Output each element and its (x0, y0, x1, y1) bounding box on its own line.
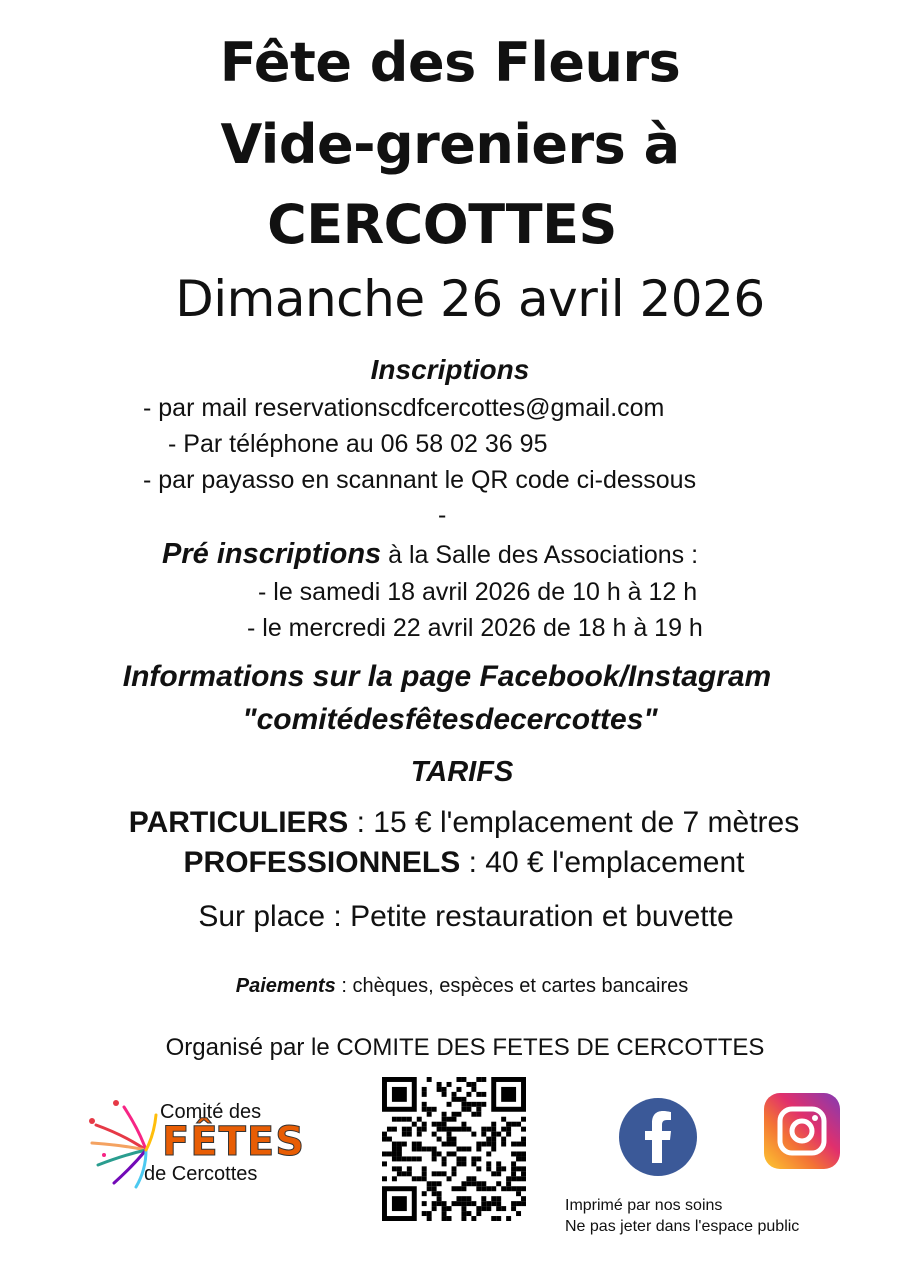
professionnels-value: : 40 € l'emplacement (460, 846, 745, 879)
inscription-phone: - Par téléphone au 06 58 02 36 95 (168, 430, 548, 458)
informations-line-1: Informations sur la page Facebook/Instagram (122, 660, 772, 693)
paiements-label: Paiements (235, 975, 336, 997)
sur-place: Sur place : Petite restauration et buvette (198, 900, 734, 933)
footer-printed: Imprimé par nos soins (565, 1197, 723, 1214)
tarifs-heading: TARIFS (410, 756, 514, 788)
pre-inscription-date-1: - le samedi 18 avril 2026 de 10 h à 12 h (258, 578, 698, 606)
inscriptions-heading: Inscriptions (370, 354, 530, 385)
logo-line-3: de Cercottes (144, 1163, 258, 1185)
logo-line-1: Comité des (160, 1101, 262, 1123)
pre-inscription-date-2: - le mercredi 22 avril 2026 de 18 h à 19 h (247, 614, 703, 642)
pre-inscriptions-location: à la Salle des Associations : (381, 541, 699, 569)
pre-inscriptions-heading: Pré inscriptions (162, 538, 382, 570)
paiements-value: : chèques, espèces et cartes bancaires (335, 975, 689, 997)
title-line-2: Vide-greniers à (220, 113, 680, 176)
particuliers-label: PARTICULIERS (128, 806, 349, 839)
pre-inscriptions-line (162, 540, 698, 569)
inscription-payasso: - par payasso en scannant le QR code ci-dessous (143, 466, 697, 494)
particuliers-value: : 15 € l'emplacement de 7 mètres (348, 806, 800, 839)
qr-code[interactable] (382, 1077, 526, 1221)
logo-fetes: FÊTES (162, 1119, 306, 1165)
title-line-3: CERCOTTES (267, 193, 617, 256)
informations-line-2: "comitédesfêtesdecercottes" (242, 703, 658, 736)
inscription-mail: - par mail reservationscdfcercottes@gmail.com (143, 394, 665, 422)
organise-par: Organisé par le COMITE DES FETES DE CERCOTTES (165, 1034, 765, 1061)
inscription-blank: - (438, 501, 447, 529)
tarif-professionnels (14, 848, 900, 878)
tarif-particuliers (14, 808, 900, 838)
footer-no-litter: Ne pas jeter dans l'espace public (565, 1218, 800, 1235)
event-date: Dimanche 26 avril 2026 (175, 270, 765, 328)
professionnels-label: PROFESSIONNELS (183, 846, 461, 879)
title-line-1: Fête des Fleurs (219, 31, 681, 94)
comite-logo (84, 1095, 309, 1190)
facebook-icon[interactable] (618, 1097, 698, 1177)
paiements (12, 976, 900, 996)
instagram-icon[interactable] (764, 1093, 840, 1169)
